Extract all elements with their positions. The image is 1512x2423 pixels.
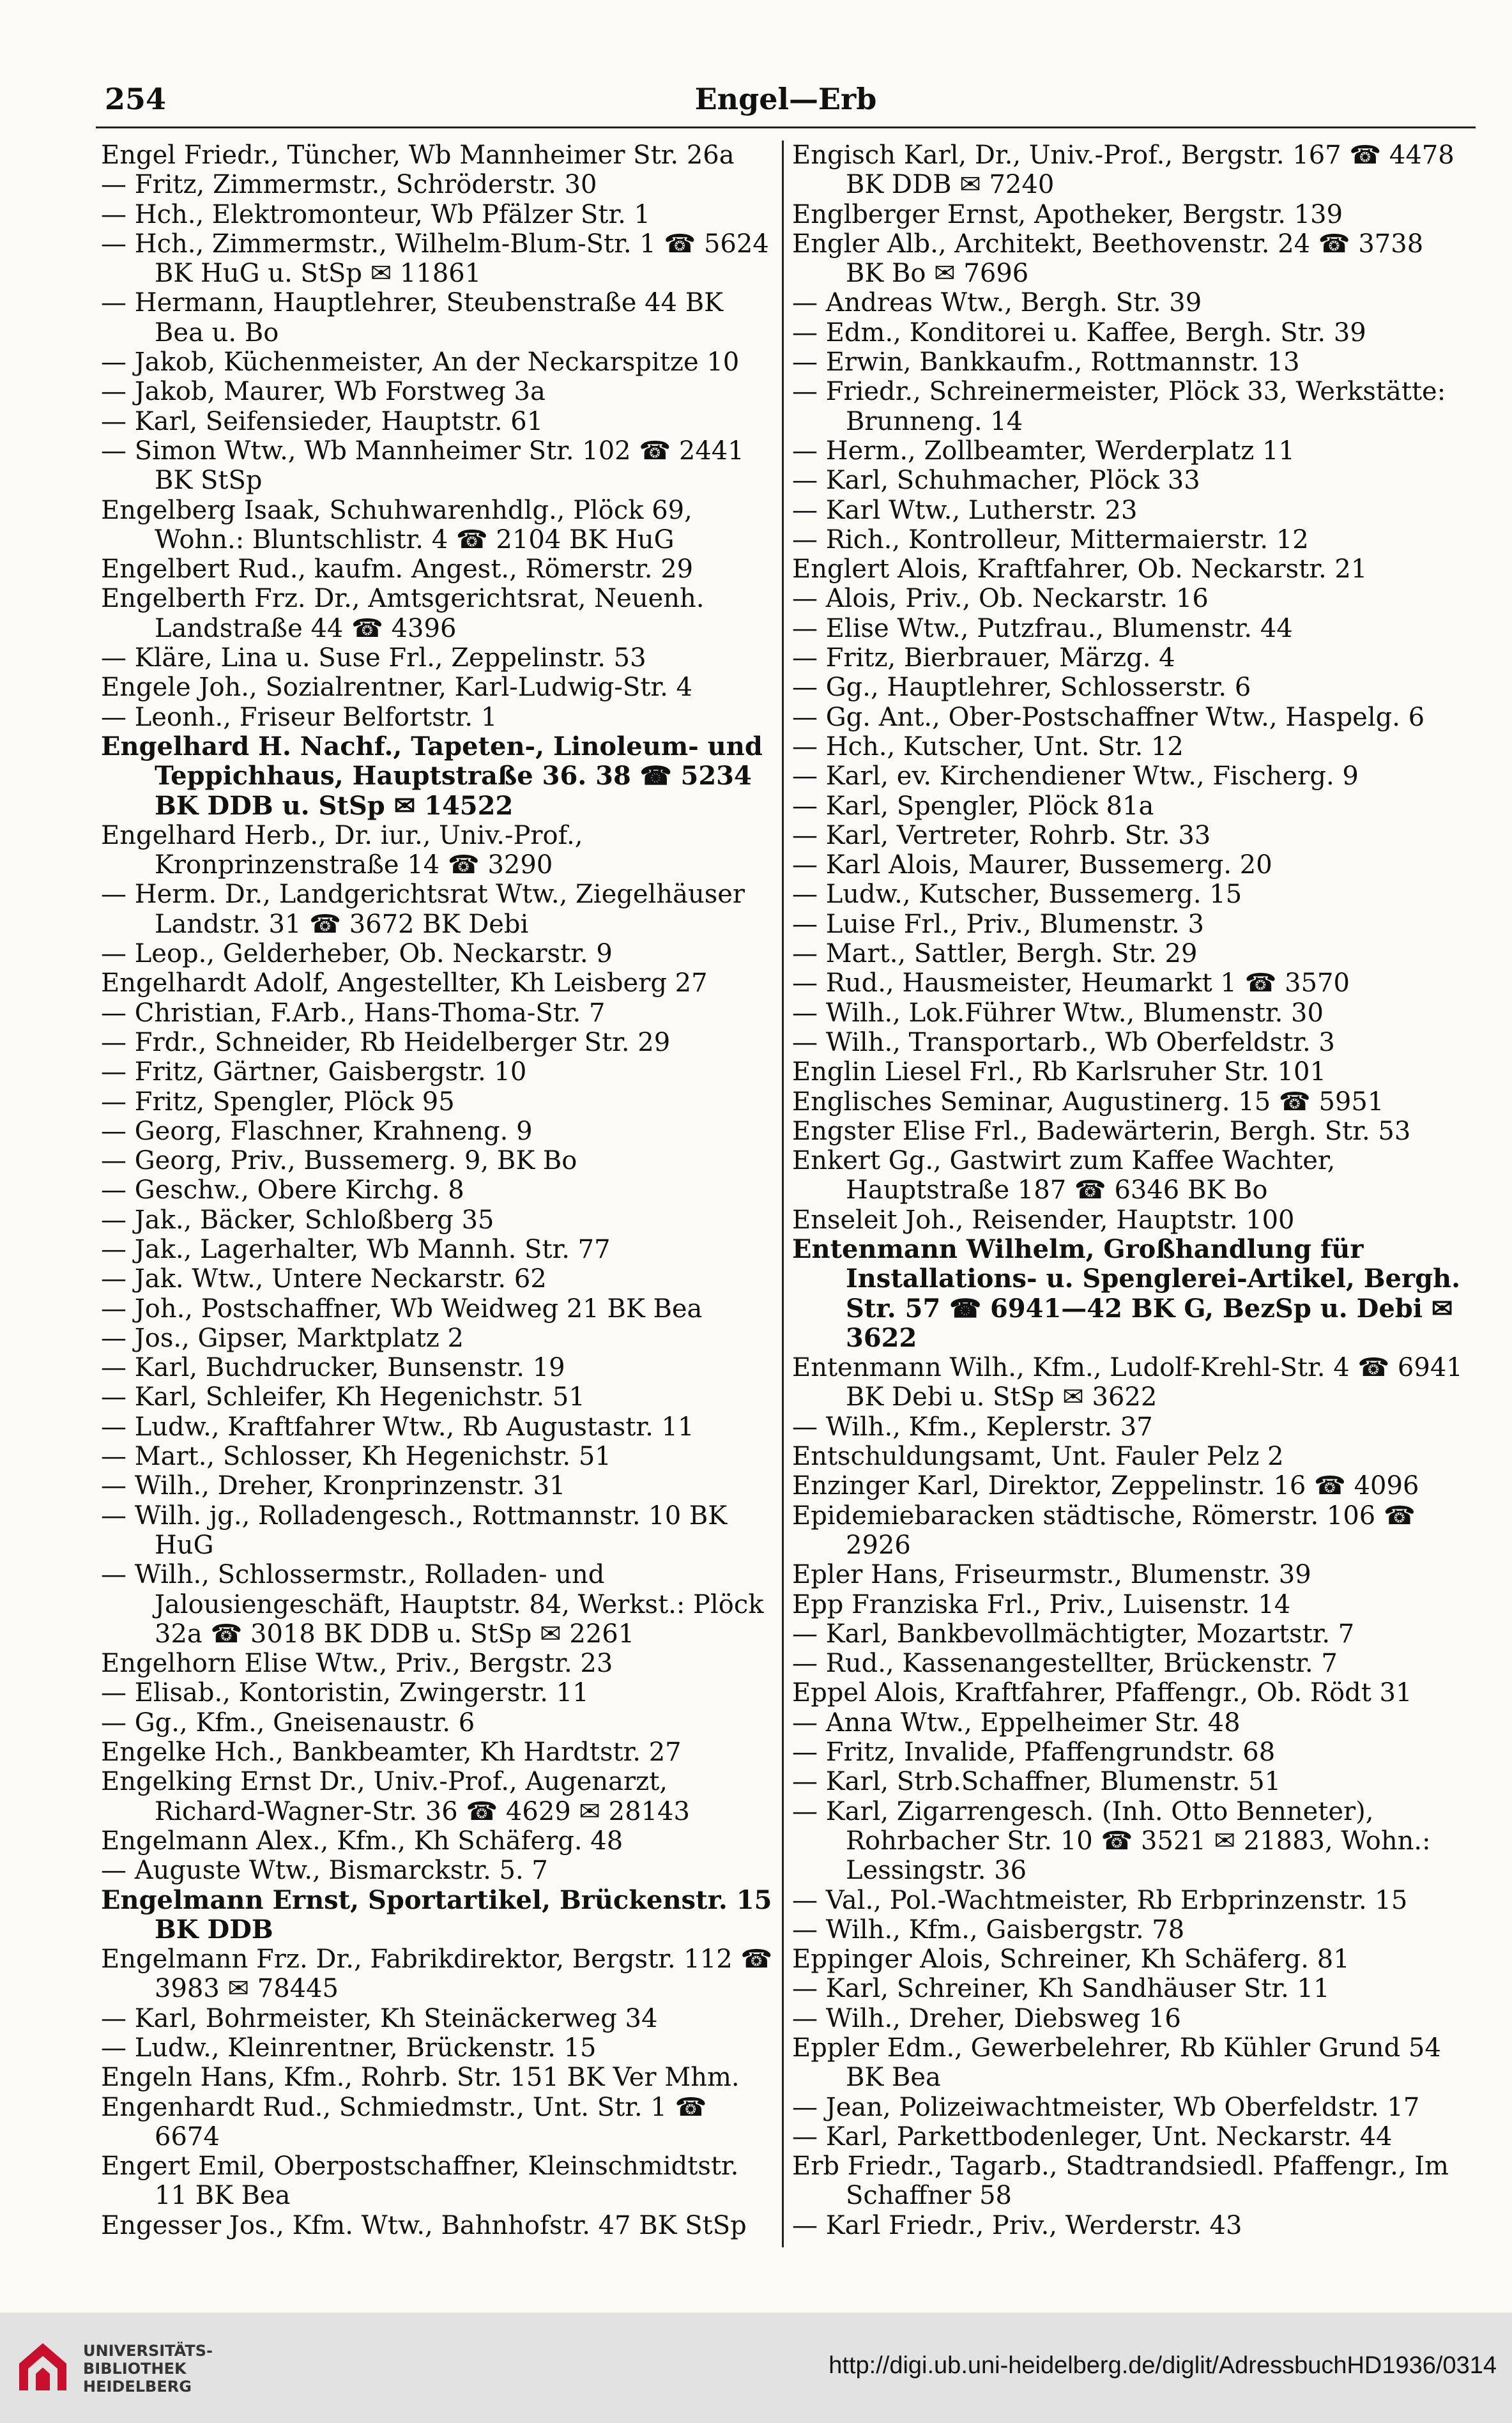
directory-entry: — Andreas Wtw., Bergh. Str. 39 [792,288,1202,318]
directory-entry: — Wilh., Dreher, Diebsweg 16 [792,2003,1181,2033]
directory-entry: — Val., Pol.-Wachtmeister, Rb Erbprinzenstr. 15 [792,1885,1408,1915]
column-divider [782,141,784,2247]
page-range-title: Engel—Erb [694,82,877,116]
directory-entry: — Ludw., Kleinrentner, Brückenstr. 15 [101,2033,597,2063]
directory-entry: — Frdr., Schneider, Rb Heidelberger Str. 29 [101,1027,671,1057]
library-logo-icon [17,2339,69,2394]
directory-entry: Engelmann Ernst, Sportartikel, Brückenstr. 15 BK DDB [101,1884,772,1945]
directory-entry: Engelmann Alex., Kfm., Kh Schäferg. 48 [101,1826,623,1856]
directory-entry: — Karl Alois, Maurer, Bussemerg. 20 [792,850,1272,880]
directory-entry: Entschuldungsamt, Unt. Fauler Pelz 2 [792,1442,1284,1472]
directory-entry: — Leonh., Friseur Belfortstr. 1 [101,702,498,732]
directory-entry: Engster Elise Frl., Badewärterin, Bergh. Str. 53 [792,1116,1411,1146]
directory-entry: Epidemiebaracken städtische, Römerstr. 106 ☎ 2926 [792,1501,1416,1560]
directory-entry: Engel Friedr., Tüncher, Wb Mannheimer Str. 26a [101,141,735,170]
page-number: 254 [105,82,167,116]
page-header [96,82,1476,128]
directory-entry: — Karl, Parkettbodenleger, Unt. Neckarstr. 44 [792,2121,1393,2152]
directory-entry: Engelke Hch., Bankbeamter, Kh Hardtstr. 27 [101,1738,682,1768]
directory-entry: — Gg., Kfm., Gneisenaustr. 6 [101,1708,475,1738]
directory-entry: — Mart., Sattler, Bergh. Str. 29 [792,939,1198,969]
directory-entry: Engelhard H. Nachf., Tapeten-, Linoleum- und Teppichhaus, Hauptstraße 36. 38 ☎ 5234 BK DDB u. StSp ✉ 14522 [101,731,763,821]
directory-entry: — Jak., Bäcker, Schloßberg 35 [101,1205,494,1235]
directory-entry: — Gg., Hauptlehrer, Schlosserstr. 6 [792,673,1251,703]
directory-entry: Entenmann Wilhelm, Großhandlung für Installations- u. Spenglerei-Artikel, Bergh. Str. 57 ☎ 6941—42 BK G, BezSp u. Debi ✉ 3622 [792,1234,1461,1353]
directory-entry: — Karl, Strb.Schaffner, Blumenstr. 51 [792,1767,1281,1797]
directory-entry: — Jean, Polizeiwachtmeister, Wb Oberfeldstr. 17 [792,2092,1420,2122]
directory-entry: Engelking Ernst Dr., Univ.-Prof., Augenarzt, Richard-Wagner-Str. 36 ☎ 4629 ✉ 28143 [101,1767,690,1826]
directory-entry: — Fritz, Zimmermstr., Schröderstr. 30 [101,170,597,200]
directory-entry: Englberger Ernst, Apotheker, Bergstr. 139 [792,199,1343,229]
directory-entry: — Elisab., Kontoristin, Zwingerstr. 11 [101,1678,589,1708]
directory-entry: Enseleit Joh., Reisender, Hauptstr. 100 [792,1205,1295,1235]
directory-entry: — Karl Friedr., Priv., Werderstr. 43 [792,2210,1242,2240]
directory-entry: — Anna Wtw., Eppelheimer Str. 48 [792,1708,1241,1738]
right-column [792,141,1468,2240]
directory-entry: — Fritz, Invalide, Pfaffengrundstr. 68 [792,1738,1276,1768]
directory-entry: Engelhardt Adolf, Angestellter, Kh Leisberg 27 [101,968,708,998]
directory-entry: — Geschw., Obere Kirchg. 8 [101,1175,464,1205]
directory-entry: — Karl, Seifensieder, Hauptstr. 61 [101,406,544,436]
directory-entry: — Herm. Dr., Landgerichtsrat Wtw., Ziegelhäuser Landstr. 31 ☎ 3672 BK Debi [101,880,745,939]
directory-entry: Eppel Alois, Kraftfahrer, Pfaffengr., Ob. Rödt 31 [792,1678,1412,1708]
directory-entry: — Karl, Vertreter, Rohrb. Str. 33 [792,820,1211,850]
directory-entry: — Fritz, Gärtner, Gaisbergstr. 10 [101,1057,527,1087]
directory-entry: Engisch Karl, Dr., Univ.-Prof., Bergstr. 167 ☎ 4478 BK DDB ✉ 7240 [792,141,1455,200]
directory-entry: Eppinger Alois, Schreiner, Kh Schäferg. 81 [792,1945,1350,1975]
directory-entry: — Hermann, Hauptlehrer, Steubenstraße 44 BK Bea u. Bo [101,288,723,348]
directory-entry: — Wilh., Kfm., Keplerstr. 37 [792,1412,1153,1442]
directory-entry: — Friedr., Schreinermeister, Plöck 33, Werkstätte: Brunneng. 14 [792,377,1446,436]
directory-entry: — Rich., Kontrolleur, Mittermaierstr. 12 [792,524,1309,554]
directory-entry: — Wilh., Dreher, Kronprinzenstr. 31 [101,1471,566,1501]
directory-entry: — Elise Wtw., Putzfrau., Blumenstr. 44 [792,613,1293,643]
directory-entry: — Mart., Schlosser, Kh Hegenichstr. 51 [101,1442,611,1472]
directory-entry: Engelmann Frz. Dr., Fabrikdirektor, Bergstr. 112 ☎ 3983 ✉ 78445 [101,1945,773,2004]
library-name: UNIVERSITÄTS- BIBLIOTHEK HEIDELBERG [83,2342,213,2396]
directory-entry: — Jak. Wtw., Untere Neckarstr. 62 [101,1264,547,1294]
directory-entry: — Simon Wtw., Wb Mannheimer Str. 102 ☎ 2441 BK StSp [101,436,744,496]
directory-entry: — Kläre, Lina u. Suse Frl., Zeppelinstr. 53 [101,643,646,673]
directory-entry: — Christian, F.Arb., Hans-Thoma-Str. 7 [101,998,606,1028]
directory-entry: — Alois, Priv., Ob. Neckarstr. 16 [792,584,1209,614]
directory-entry: — Fritz, Bierbrauer, Märzg. 4 [792,643,1175,673]
directory-entry: Epler Hans, Friseurmstr., Blumenstr. 39 [792,1560,1311,1590]
directory-entry: — Hch., Kutscher, Unt. Str. 12 [792,731,1184,761]
directory-entry: — Karl, Bohrmeister, Kh Steinäckerweg 34 [101,2003,658,2033]
directory-entry: — Gg. Ant., Ober-Postschaffner Wtw., Haspelg. 6 [792,702,1425,732]
left-column [101,141,775,2240]
directory-entry: — Wilh., Kfm., Gaisbergstr. 78 [792,1915,1185,1945]
directory-entry: — Hch., Zimmermstr., Wilhelm-Blum-Str. 1 ☎ 5624 BK HuG u. StSp ✉ 11861 [101,229,769,289]
viewer-footer [0,2312,1512,2423]
directory-entry: Engelberg Isaak, Schuhwarenhdlg., Plöck 69, Wohn.: Bluntschlistr. 4 ☎ 2104 BK HuG [101,495,692,554]
directory-entry: — Luise Frl., Priv., Blumenstr. 3 [792,909,1204,939]
directory-entry: — Ludw., Kraftfahrer Wtw., Rb Augustastr. 11 [101,1412,694,1442]
directory-entry: — Erwin, Bankkaufm., Rottmannstr. 13 [792,348,1300,378]
directory-entry: Erb Friedr., Tagarb., Stadtrandsiedl. Pfaffengr., Im Schaffner 58 [792,2152,1449,2211]
directory-entry: — Wilh. jg., Rolladengesch., Rottmannstr. 10 BK HuG [101,1501,728,1560]
directory-entry: — Karl, Schuhmacher, Plöck 33 [792,466,1200,496]
directory-entry: — Wilh., Transportarb., Wb Oberfeldstr. 3 [792,1027,1335,1057]
directory-entry: Englisches Seminar, Augustinerg. 15 ☎ 5951 [792,1087,1384,1117]
directory-entry: — Rud., Kassenangestellter, Brückenstr. 7 [792,1649,1338,1679]
directory-entry: — Leop., Gelderheber, Ob. Neckarstr. 9 [101,939,613,969]
directory-entry: Engenhardt Rud., Schmiedmstr., Unt. Str. 1 ☎ 6674 [101,2092,707,2152]
directory-entry: Engele Joh., Sozialrentner, Karl-Ludwig-Str. 4 [101,673,692,703]
directory-entry: — Rud., Hausmeister, Heumarkt 1 ☎ 3570 [792,968,1350,998]
directory-entry: — Herm., Zollbeamter, Werderplatz 11 [792,436,1295,466]
directory-entry: Engelberth Frz. Dr., Amtsgerichtsrat, Neuenh. Landstraße 44 ☎ 4396 [101,584,705,643]
directory-entry: Engelbert Rud., kaufm. Angest., Römerstr. 29 [101,554,694,585]
directory-entry: — Karl, Buchdrucker, Bunsenstr. 19 [101,1353,565,1383]
directory-entry: — Wilh., Lok.Führer Wtw., Blumenstr. 30 [792,998,1324,1028]
directory-entry: Engert Emil, Oberpostschaffner, Kleinschmidtstr. 11 BK Bea [101,2152,739,2211]
directory-entry: — Karl, Schreiner, Kh Sandhäuser Str. 11 [792,1974,1330,2004]
directory-entry: Entenmann Wilh., Kfm., Ludolf-Krehl-Str. 4 ☎ 6941 BK Debi u. StSp ✉ 3622 [792,1353,1463,1412]
directory-entry: Englin Liesel Frl., Rb Karlsruher Str. 101 [792,1057,1326,1087]
directory-entry: Engler Alb., Architekt, Beethovenstr. 24 ☎ 3738 BK Bo ✉ 7696 [792,229,1424,289]
directory-entry: Engesser Jos., Kfm. Wtw., Bahnhofstr. 47 BK StSp [101,2210,747,2240]
directory-entry: — Hch., Elektromonteur, Wb Pfälzer Str. 1 [101,199,650,229]
directory-entry: Engelhard Herb., Dr. iur., Univ.-Prof., Kronprinzenstraße 14 ☎ 3290 [101,820,583,880]
directory-entry: — Wilh., Schlossermstr., Rolladen- und Jalousiengeschäft, Hauptstr. 84, Werkst.: Plöck 32a ☎ 3018 BK DDB u. StSp ✉ 2261 [101,1560,764,1649]
directory-entry: Engeln Hans, Kfm., Rohrb. Str. 151 BK Ver Mhm. [101,2063,740,2093]
directory-entry: — Auguste Wtw., Bismarckstr. 5. 7 [101,1856,548,1886]
directory-entry: — Jak., Lagerhalter, Wb Mannh. Str. 77 [101,1234,611,1264]
directory-entry: — Jakob, Küchenmeister, An der Neckarspitze 10 [101,348,740,378]
directory-entry: — Joh., Postschaffner, Wb Weidweg 21 BK Bea [101,1294,703,1324]
directory-entry: Engelhorn Elise Wtw., Priv., Bergstr. 23 [101,1649,613,1679]
directory-entry: — Karl, Bankbevollmächtigter, Mozartstr. 7 [792,1619,1355,1649]
directory-entry: — Karl, Zigarrengesch. (Inh. Otto Benneter), Rohrbacher Str. 10 ☎ 3521 ✉ 21883, Wohn.: Lessingstr. 36 [792,1796,1431,1886]
directory-entry: — Jakob, Maurer, Wb Forstweg 3a [101,377,546,407]
directory-entry: — Karl, Schleifer, Kh Hegenichstr. 51 [101,1382,585,1412]
directory-entry: — Karl Wtw., Lutherstr. 23 [792,495,1138,525]
directory-entry: — Karl, ev. Kirchendiener Wtw., Fischerg. 9 [792,761,1359,791]
directory-entry: — Georg, Flaschner, Krahneng. 9 [101,1116,533,1146]
directory-entry: — Edm., Konditorei u. Kaffee, Bergh. Str. 39 [792,317,1366,348]
directory-entry: Enzinger Karl, Direktor, Zeppelinstr. 16 ☎ 4096 [792,1471,1419,1501]
directory-entry: Epp Franziska Frl., Priv., Luisenstr. 14 [792,1589,1291,1619]
permalink-url[interactable]: http://digi.ub.uni-heidelberg.de/diglit/AdressbuchHD1936/0314 [829,2352,1497,2379]
directory-entry: Enkert Gg., Gastwirt zum Kaffee Wachter, Hauptstraße 187 ☎ 6346 BK Bo [792,1146,1336,1205]
directory-entry: — Ludw., Kutscher, Bussemerg. 15 [792,880,1242,910]
directory-entry: Eppler Edm., Gewerbelehrer, Rb Kühler Grund 54 BK Bea [792,2033,1441,2093]
directory-entry: Englert Alois, Kraftfahrer, Ob. Neckarstr. 21 [792,554,1368,585]
directory-entry: — Jos., Gipser, Marktplatz 2 [101,1323,464,1353]
directory-entry: — Fritz, Spengler, Plöck 95 [101,1087,455,1117]
directory-entry: — Karl, Spengler, Plöck 81a [792,791,1154,821]
directory-entry: — Georg, Priv., Bussemerg. 9, BK Bo [101,1146,577,1176]
